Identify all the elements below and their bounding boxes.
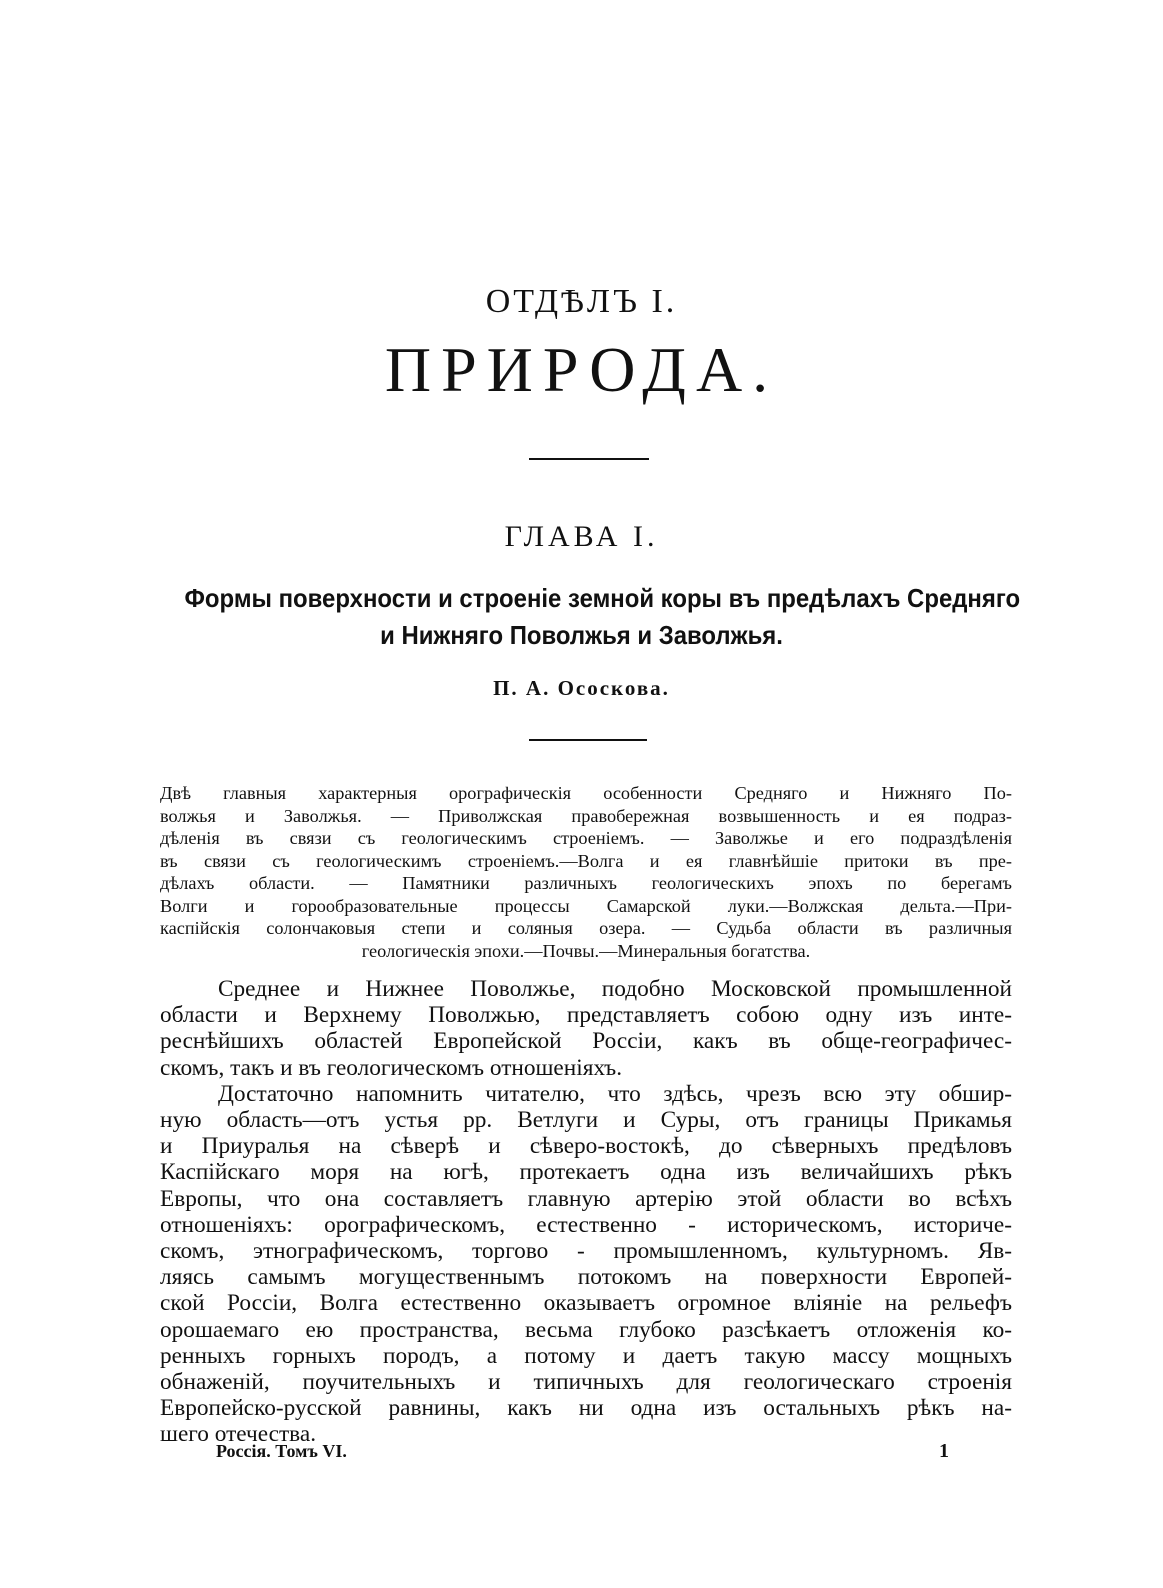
page-number: 1 bbox=[939, 1440, 949, 1462]
body-line: ренныхъ горныхъ породъ, а потому и даетъ такую массу мощныхъ bbox=[160, 1342, 1012, 1369]
body-text bbox=[160, 976, 1012, 1448]
body-line: ской Россіи, Волга естественно оказываетъ огромное вліяніе на рельефъ bbox=[160, 1290, 1012, 1317]
divider-rule bbox=[529, 739, 647, 741]
division-heading: ОТДѢЛЪ I. bbox=[485, 283, 678, 320]
body-line: Достаточно напомнить читателю, что здѣсь, чрезъ всю эту обшир- bbox=[218, 1080, 1012, 1107]
body-line: ную область—отъ устья рр. Ветлуги и Суры, отъ границы Прикамья bbox=[160, 1107, 1012, 1134]
body-line: области и Верхнему Поволжью, представляетъ собою одну изъ инте- bbox=[160, 1002, 1012, 1029]
summary-line: Волги и горообразовательные процессы Самарской луки.—Волжская дельта.—При- bbox=[160, 895, 1012, 916]
body-line: орошаемаго ею пространства, весьма глубоко разсѣкаетъ отложенія ко- bbox=[160, 1316, 1012, 1343]
summary-line: волжья и Заволжья. — Приволжская правобережная возвышенность и ея подраз- bbox=[160, 805, 1012, 826]
summary-line: дѣлахъ области. — Памятники различныхъ геологическихъ эпохъ по берегамъ bbox=[160, 873, 1012, 893]
body-line: ляясь самымъ могущественнымъ потокомъ на поверхности Европей- bbox=[160, 1264, 1012, 1291]
footer-volume-label: Россія. Томъ VI. bbox=[216, 1441, 347, 1461]
chapter-title-line: Формы поверхности и строеніе земной коры въ предѣлахъ Средняго bbox=[184, 583, 1021, 613]
summary-line: Двѣ главныя характерныя орографическія особенности Средняго и Нижняго По- bbox=[160, 783, 1012, 803]
body-line: скомъ, этнографическомъ, торгово - промышленномъ, культурномъ. Яв- bbox=[160, 1238, 1012, 1265]
divider-rule bbox=[529, 458, 649, 460]
summary-line: геологическія эпохи.—Почвы.—Минеральныя богатства. bbox=[361, 940, 811, 961]
body-line: и Приуралья на сѣверѣ и сѣверо-востокѣ, до сѣверныхъ предѣловъ bbox=[160, 1133, 1012, 1160]
body-line: обнаженій, поучительныхъ и типичныхъ для геологическаго строенія bbox=[160, 1369, 1012, 1396]
summary-line: въ связи съ геологическимъ строеніемъ.—Волга и ея главнѣйшіе притоки въ пре- bbox=[160, 850, 1012, 871]
body-line: Европейско-русской равнины, какъ ни одна изъ остальныхъ рѣкъ на- bbox=[160, 1395, 1012, 1422]
body-line: шего отечества. bbox=[160, 1421, 317, 1448]
body-line: отношеніяхъ: орографическомъ, естественно - историческомъ, историче- bbox=[160, 1211, 1012, 1238]
chapter-title bbox=[184, 580, 1021, 654]
summary-line: дѣленія въ связи съ геологическимъ строеніемъ. — Заволжье и его подраздѣленія bbox=[160, 828, 1012, 848]
body-line: реснѣйшихъ областей Европейской Россіи, какъ въ обще-географичес- bbox=[160, 1028, 1012, 1055]
body-line: Европы, что она составляетъ главную артерію этой области во всѣхъ bbox=[160, 1185, 1012, 1212]
chapter-summary bbox=[160, 782, 1012, 962]
body-line: Каспійскаго моря на югѣ, протекаетъ одна изъ величайшихъ рѣкъ bbox=[160, 1159, 1012, 1186]
body-line: скомъ, такъ и въ геологическомъ отношеніяхъ. bbox=[160, 1054, 623, 1081]
body-line: Среднее и Нижнее Поволжье, подобно Московской промышленной bbox=[218, 976, 1012, 1002]
author-byline: П. А. Ососкова. bbox=[493, 676, 670, 700]
part-title: ПРИРОДА. bbox=[384, 334, 779, 405]
summary-line: каспійскія солончаковыя степи и соляныя озера. — Судьба области въ различныя bbox=[160, 918, 1012, 938]
chapter-heading: ГЛАВА I. bbox=[504, 520, 659, 553]
chapter-title-line: и Нижняго Поволжья и Заволжья. bbox=[380, 620, 783, 650]
